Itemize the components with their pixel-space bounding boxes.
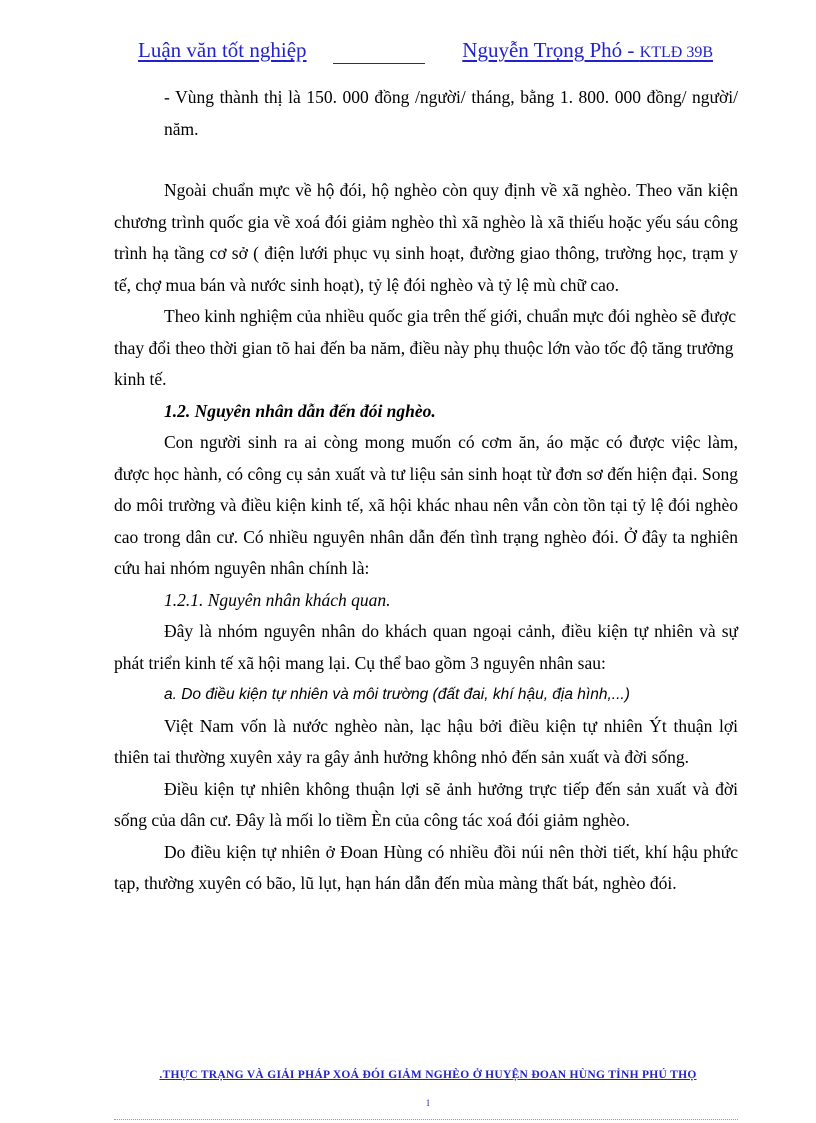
blank-line: [114, 145, 738, 175]
paragraph-poor-commune: Ngoài chuẩn mực về hộ đói, hộ nghèo còn quy định về xã nghèo. Theo văn kiện chương trình quốc gia về xoá đói giảm nghèo thì xã nghèo là xã thiếu hoặc yếu sáu công trình hạ tầng cơ sở ( điện lưới phục vụ sinh hoạt, đường giao thông, trường học, trạm y tế, chợ mua bán và nước sinh hoạt), tỷ lệ đói nghèo và tỷ lệ mù chữ cao.: [114, 180, 738, 295]
document-body: [114, 82, 738, 900]
page-number: 1: [425, 1098, 431, 1108]
paragraph-doan-hung: Do điều kiện tự nhiên ở Đoan Hùng có nhiều đồi núi nên thời tiết, khí hậu phức tạp, thường xuyên có bão, lũ lụt, hạn hán dẫn đến mùa màng thất bát, nghèo đói.: [114, 841, 738, 893]
page-footer: .THỰC TRẠNG VÀ GIẢI PHÁP XOÁ ĐÓI GIẢM NGHÈO Ở HUYỆN ĐOAN HÙNG TỈNH PHÚ THỌ: [159, 1069, 697, 1081]
paragraph-international-experience: Theo kinh nghiệm của nhiều quốc gia trên thế giới, chuẩn mực đói nghèo sẽ được thay đổi theo thời gian tõ hai đến ba năm, điều này phụ thuộc lớn vào tốc độ tăng trưởng kinh tế.: [114, 306, 737, 389]
footer-dotted-divider: [114, 1119, 738, 1120]
header-thesis-label: Luận văn tốt nghiệp: [138, 38, 307, 62]
header-author-class: KTLĐ 39B: [639, 44, 713, 61]
paragraph-urban-poverty-line: - Vùng thành thị là 150. 000 đồng /người/ tháng, bằng 1. 800. 000 đồng/ người/ năm.: [164, 87, 738, 139]
item-heading-a: a. Do điều kiện tự nhiên và môi trường (đất đai, khí hậu, địa hình,...): [164, 686, 630, 703]
paragraph-objective-causes: Đây là nhóm nguyên nhân do khách quan ngoại cảnh, điều kiện tự nhiên và sự phát triển kinh tế xã hội mang lại. Cụ thể bao gồm 3 nguyên nhân sau:: [114, 621, 738, 673]
paragraph-causes-intro: Con người sinh ra ai còng mong muốn có cơm ăn, áo mặc có được việc làm, được học hành, có công cụ sản xuất và tư liệu sản sinh hoạt từ đơn sơ đến hiện đại. Song do môi trường và điều kiện kinh tế, xã hội khác nhau nên vẫn còn tồn tại tỷ lệ đói nghèo cao trong dân cư. Có nhiều nguyên nhân dẫn đến tình trạng nghèo đói. Ở đây ta nghiên cứu hai nhóm nguyên nhân chính là:: [114, 432, 738, 578]
paragraph-vietnam-nature: Việt Nam vốn là nước nghèo nàn, lạc hậu bởi điều kiện tự nhiên Ýt thuận lợi thiên tai thường xuyên xảy ra gây ảnh hưởng không nhỏ đến sản xuất và đời sống.: [114, 715, 738, 767]
header-author: [462, 38, 713, 63]
page-header: [138, 38, 713, 68]
header-underline-gap: [333, 63, 425, 64]
section-heading-1-2: 1.2. Nguyên nhân dẫn đến đói nghèo.: [164, 400, 436, 421]
header-author-name: Nguyễn Trọng Phó -: [462, 38, 640, 62]
subsection-heading-1-2-1: 1.2.1. Nguyên nhân khách quan.: [164, 589, 391, 610]
paragraph-nature-impact: Điều kiện tự nhiên không thuận lợi sẽ ảnh hưởng trực tiếp đến sản xuất và đời sống của dân cư. Đây là mối lo tiềm Èn của công tác xoá đói giảm nghèo.: [114, 778, 738, 830]
